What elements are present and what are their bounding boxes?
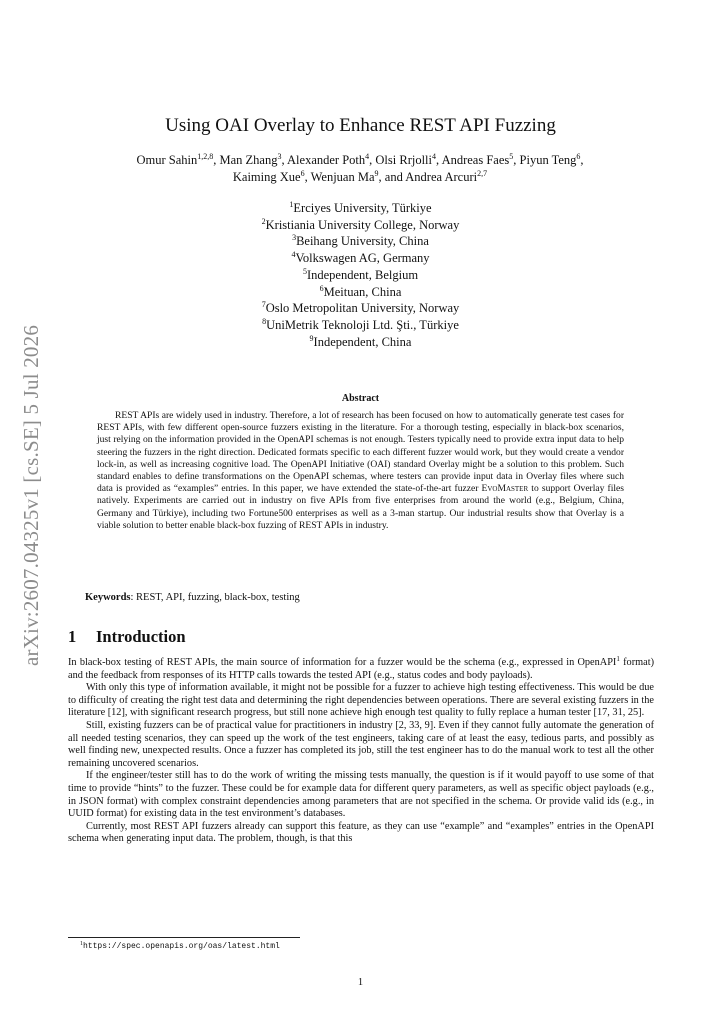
author: Andreas Faes$^5$ <box>441 152 514 167</box>
introduction-body <box>68 657 654 846</box>
section-number: 1 <box>68 627 77 646</box>
author: Alexander Poth$^4$ <box>287 152 370 167</box>
paragraph: Still, existing fuzzers can be of practical value for practitioners in industry [2, 33, 9]. Even if they cannot fully automate the generation of all needed testing scenarios, they can speed up the work of the test engineers, taking care of at least the easy, tedious parts, and possibly as well finding new, unexpected results. Once a fuzzer has completed its job, still the test engineer has to do the manual work to test all the other remaining uncovered scenarios. <box>68 719 654 769</box>
paragraph: With only this type of information available, it might not be possible for a fuzzer to achieve high testing effectiveness. This would be due to difficulty of creating the right test data and determining the right dependencies between operations. There are several existing fuzzers in the literature [12], with significant research progress, but still none achieve high enough test quality to fully replace a human tester [17, 31, 25]. <box>68 682 654 719</box>
footnote-number: 1 <box>80 941 83 947</box>
tool-name: EvoMaster <box>481 483 529 495</box>
affiliation: $^3$Beihang University, China <box>292 233 429 249</box>
footnote <box>80 941 640 951</box>
section-heading <box>68 627 186 647</box>
author: Omur Sahin$^{1,2,8}$ <box>136 152 214 167</box>
arxiv-identifier[interactable]: arXiv:2607.04325v1 [cs.SE] 5 Jul 2026 <box>19 324 44 666</box>
author-list: Omur Sahin$^{1,2,8}$, Man Zhang$^3$, Alexander Poth$^4$, Olsi Rrjolli$^4$, Andreas Faes$^5$, Piyun Teng$^6$, Kaiming Xue$^6$, Wenjuan Ma$^9$, and Andrea Arcuri$^{2,7}$ <box>136 152 584 184</box>
affiliation: $^9$Independent, China <box>309 333 412 349</box>
keywords-line <box>85 592 645 603</box>
footnote-divider <box>68 937 300 938</box>
paragraph: If the engineer/tester still has to do the work of writing the missing tests manually, the question is if it would payoff to use some of that time to provide “hints” to the fuzzer. These could be for example data for different query parameters, as well as specific object payloads (e.g., in JSON format) with complex constraint dependencies among parameters that are not specified in the schema. Or provide valid ids (e.g., in UUID format) for existing data in the test environment’s databases. <box>68 770 654 820</box>
paragraph: In black-box testing of REST APIs, the main source of information for a fuzzer would be the schema (e.g., expressed in OpenAPI$^1$ format) and the feedback from responses of its HTTP calls towards the tested API (e.g., status codes and body payloads). <box>68 655 654 681</box>
author: Kaiming Xue$^6$ <box>232 169 305 184</box>
affiliation: $^5$Independent, Belgium <box>302 266 419 282</box>
arxiv-identifier-stamp <box>12 310 52 680</box>
paper-title: Using OAI Overlay to Enhance REST API Fuzzing <box>165 115 556 136</box>
paragraph: Currently, most REST API fuzzers already can support this feature, as they can use “example” and “examples” entries in the OpenAPI schema when generating input data. The problem, though, is that this <box>68 820 654 845</box>
affiliation: $^4$Volkswagen AG, Germany <box>291 250 430 266</box>
section-title: Introduction <box>96 627 186 646</box>
page-number: 1 <box>357 977 364 988</box>
author: Wenjuan Ma$^9$ <box>310 169 379 184</box>
affiliation: $^2$Kristiania University College, Norway <box>261 216 460 232</box>
author: Man Zhang$^3$ <box>219 152 282 167</box>
keywords-list: : REST, API, fuzzing, black-box, testing <box>130 592 300 603</box>
affiliation: $^6$Meituan, China <box>319 283 402 299</box>
author: Olsi Rrjolli$^4$ <box>375 152 436 167</box>
abstract-text: REST APIs are widely used in industry. Therefore, a lot of research has been focused on how to automatically generate test cases for REST APIs, with few different open-source fuzzers existing in the literature. For a thorough testing, especially in black-box scenarios, just relying on the information provided in the OpenAPI schemas is not enough. Testers typically need to provide extra input data to help steering the fuzzers in the right direction. Dedicated formats specific to each different fuzzer would work, but they would create a vendor lock-in, as well as increasing cognitive load. The OpenAPI Initiative (OAI) standard Overlay might be a solution to this problem. Such standard enables to define transformations on the OpenAPI schemas, where testers can provide input data in Overlay files where such data is provided as “examples” entries. In this paper, we have extended the state-of-the-art fuzzer EvoMaster to support Overlay files natively. Experiments are carried out in industry on five APIs from five enterprises from around the world (e.g., Belgium, China, Germany and Türkiye), including two Fortune500 enterprises as well as a 3-man startup. Our industrial results show that Overlay is a viable solution to better enable black-box fuzzing of REST APIs in industry. <box>97 410 624 531</box>
footnote-link[interactable]: https://spec.openapis.org/oas/latest.html <box>83 942 280 951</box>
affiliation: $^7$Oslo Metropolitan University, Norway <box>261 300 460 316</box>
affiliation-list <box>0 200 721 350</box>
keywords-label: Keywords <box>85 592 131 603</box>
affiliation: $^1$Erciyes University, Türkiye <box>289 200 432 215</box>
footnote-marker[interactable]: 1 <box>616 655 620 663</box>
affiliation: $^8$UniMetrik Teknoloji Ltd. Şti., Türkiye <box>262 316 459 332</box>
author: Piyun Teng$^6$ <box>519 152 581 167</box>
author: Andrea Arcuri$^{2,7}$ <box>405 169 488 184</box>
abstract-heading: Abstract <box>341 393 380 404</box>
